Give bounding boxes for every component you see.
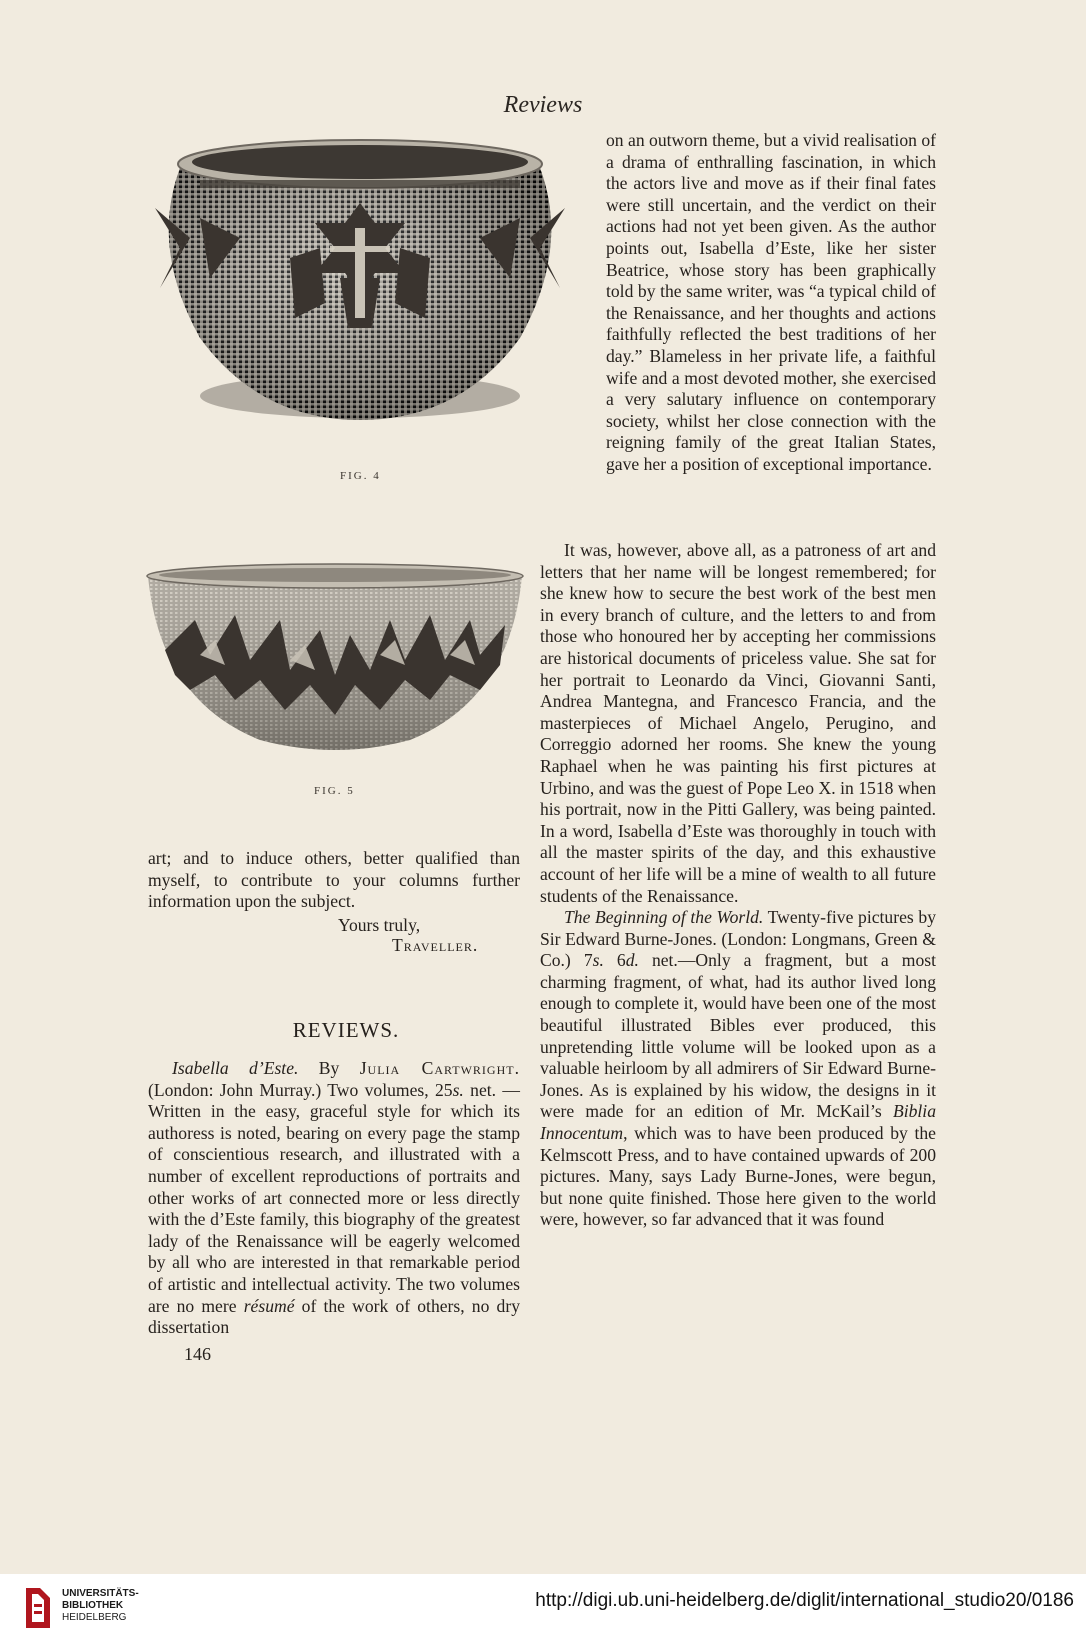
review2-work-title: Biblia Innocentum [540, 1101, 936, 1144]
review1-publisher: (London: John Murray.) Two volumes, 25 [148, 1079, 453, 1100]
woven-basket-icon [140, 128, 580, 428]
price-pence: 6 [603, 950, 626, 971]
right-column-lower [540, 540, 936, 1231]
letter-close [148, 848, 520, 913]
review1-resume: résumé [243, 1295, 295, 1316]
figure-5 [140, 560, 530, 760]
library-name-line-1: UNIVERSITÄTS- [62, 1588, 139, 1599]
source-url-link[interactable]: http://digi.ub.uni-heidelberg.de/diglit/international_studio20/0186 [535, 1590, 1074, 1611]
library-name-line-2: BIBLIOTHEK [62, 1600, 124, 1611]
review2-body: net.—Only a fragment, but a most charming fragment, of what, had its author lived long enough to complete it, would have been one of the most beautiful illustrated Bibles ever produced, this unpretending little volume will be looked upon as a valuable heirloom by all admirers of Sir Edward Burne-Jones. As is explained by his widow, the designs in it were made for an edition of Mr. McKail’s [540, 950, 936, 1122]
review2-paragraph [540, 907, 936, 1231]
review1-continuation: on an outworn theme, but a vivid realisation of a drama of enthralling fascination, in which the actors live and move as if their final fates were still uncertain, and the verdict on their actions had not yet been given. As the author points out, Isabella d’Este, like her sister Beatrice, whose story has been graphically told by the same writer, was “a typical child of the Renaissance, and her thoughts and actions faithfully reflected the best traditions of her day.” Blameless in her private life, a faithful wife and a most devoted mother, she exercised a very salutary influence on contemporary society, whilst her close connection with the reigning family of the great Italian States, gave her a position of exceptional importance. [606, 130, 936, 474]
figure-4 [140, 128, 580, 428]
figure-5-caption: FIG. 5 [314, 785, 355, 797]
library-logo-icon [20, 1584, 56, 1637]
library-name-line-3: HEIDELBERG [62, 1612, 127, 1623]
review1-paragraph-2: It was, however, above all, as a patroness of art and letters that her name will be longest remembered; for she knew how to secure the best work of the best men in every branch of culture, and the letters to and from those who honoured her by accepting her commissions are historical documents of priceless value. She sat for her portrait to Leonardo da Vinci, Giovanni Santi, Andrea Mantegna, and Francesco Francia, and the masterpieces of Michael Angelo, Perugino, and Correggio adorned her rooms. She knew the young Raphael when he was painting his first pictures at Urbino, and was the guest of Pope Leo X. in 1518 when his portrait, now in the Pitti Gallery, was being painted. In a word, Isabella d’Este was thoroughly in touch with all the master spirits of the day, and this exhaustive account of her life will be a mine of wealth to all future students of the Renaissance. [540, 540, 936, 906]
price-pence-unit: d. [625, 950, 639, 971]
running-head: Reviews [503, 92, 583, 118]
review1-title: Isabella d’Este. [172, 1058, 299, 1078]
review2-intro: Twenty-five pictures by Sir Edward Burne-Jones. (London: Longmans, Green & Co.) 7 [540, 907, 936, 971]
review1-tail: of the work of others, no dry dissertation [148, 1295, 520, 1338]
woven-bowl-icon [140, 560, 530, 760]
review1-paragraph-1 [148, 1058, 520, 1339]
section-heading: REVIEWS. [292, 1018, 400, 1042]
review1 [148, 1058, 520, 1339]
page-number: 146 [184, 1344, 211, 1364]
review2-tail: , which was to have been produced by the Kelmscott Press, and to have contained upwards of 200 pictures. Many, says Lady Burne-Jones, were begun, but none quite finished. Those here given to the world were, however, so far advanced that it was found [540, 1123, 936, 1230]
right-column-upper [606, 130, 936, 476]
letter-close-text: art; and to induce others, better qualified than myself, to contribute to your columns further information upon the subject. [148, 848, 520, 912]
review1-body: net. —Written in the easy, graceful style for which its authoress is noted, bearing on every page the stamp of conscientious research, and illustrated with a number of excellent reproductions of portraits and other works of art connected more or less directly with the d’Este family, this biography of the greatest lady of the Renaissance will be eagerly welcomed by all who are interested in that remarkable period of artistic and intellectual activity. The two volumes are no mere [148, 1079, 520, 1316]
review1-by: By [318, 1058, 340, 1078]
salutation: Yours truly, [338, 915, 421, 935]
library-name [62, 1588, 139, 1624]
review2-title: The Beginning of the World. [564, 907, 764, 928]
review1-price-unit: s. [452, 1079, 464, 1100]
footer-bar [0, 1574, 1086, 1652]
figure-4-caption: FIG. 4 [340, 470, 381, 482]
review1-author: Julia Cartwright. [359, 1058, 520, 1078]
price-shillings-unit: s. [592, 950, 604, 971]
signature: Traveller. [392, 935, 479, 955]
